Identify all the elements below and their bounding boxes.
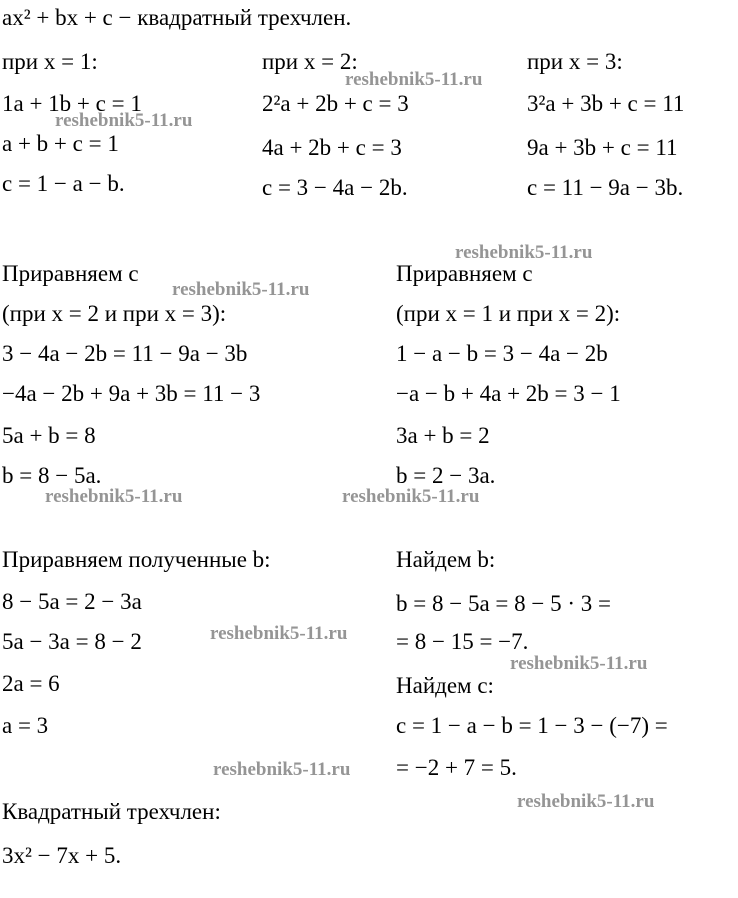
equate-b-values-title: Приравняем полученные b: [2, 547, 271, 572]
watermark: reshebnik5-11.ru [342, 486, 480, 507]
equate-b-values-line-1: 8 − 5a = 2 − 3a [2, 589, 142, 614]
case-x1-heading: при x = 1: [2, 49, 98, 74]
case-x1-line-1: 1a + 1b + c = 1 [2, 91, 142, 116]
equate-a-sub: (при x = 2 и при x = 3): [2, 301, 227, 326]
case-x1-line-2: a + b + c = 1 [2, 131, 119, 156]
equate-a-line-4: b = 8 − 5a. [2, 463, 102, 488]
watermark: reshebnik5-11.ru [510, 653, 648, 674]
equate-b-line-1: 1 − a − b = 3 − 4a − 2b [396, 341, 608, 366]
equate-a-line-1: 3 − 4a − 2b = 11 − 9a − 3b [2, 341, 248, 366]
case-x3-line-1: 3²a + 3b + c = 11 [527, 91, 685, 116]
equate-b-title: Приравняем c [396, 261, 533, 286]
watermark: reshebnik5-11.ru [213, 759, 351, 780]
final-title: Квадратный трехчлен: [2, 799, 221, 824]
find-c-title: Найдем c: [396, 673, 494, 698]
intro-line: ax² + bx + c − квадратный трехчлен. [2, 5, 352, 30]
watermark: reshebnik5-11.ru [455, 242, 593, 263]
watermark: reshebnik5-11.ru [55, 110, 193, 131]
case-x2-heading: при x = 2: [262, 49, 358, 74]
equate-b-values-line-2: 5a − 3a = 8 − 2 [2, 629, 142, 654]
find-c-line-2: = −2 + 7 = 5. [396, 755, 517, 780]
case-x3-line-2: 9a + 3b + c = 11 [527, 135, 678, 160]
equate-b-line-2: −a − b + 4a + 2b = 3 − 1 [396, 381, 621, 406]
case-x2-line-3: c = 3 − 4a − 2b. [262, 175, 408, 200]
case-x2-line-1: 2²a + 2b + c = 3 [262, 91, 409, 116]
case-x3-heading: при x = 3: [527, 49, 623, 74]
equate-b-line-3: 3a + b = 2 [396, 423, 490, 448]
equate-a-line-2: −4a − 2b + 9a + 3b = 11 − 3 [2, 381, 261, 406]
case-x2-line-2: 4a + 2b + c = 3 [262, 135, 402, 160]
watermark: reshebnik5-11.ru [45, 486, 183, 507]
watermark: reshebnik5-11.ru [210, 623, 348, 644]
equate-b-values-line-4: a = 3 [2, 713, 49, 738]
watermark: reshebnik5-11.ru [345, 69, 483, 90]
case-x3-line-3: c = 11 − 9a − 3b. [527, 175, 684, 200]
equate-a-title: Приравняем c [2, 261, 139, 286]
equate-b-sub: (при x = 1 и при x = 2): [396, 301, 621, 326]
final-result: 3x² − 7x + 5. [2, 843, 122, 868]
find-c-line-1: c = 1 − a − b = 1 − 3 − (−7) = [396, 713, 668, 738]
find-b-line-1: b = 8 − 5a = 8 − 5 · 3 = [396, 591, 611, 616]
equate-b-line-4: b = 2 − 3a. [396, 463, 496, 488]
equate-b-values-line-3: 2a = 6 [2, 671, 60, 696]
watermark: reshebnik5-11.ru [517, 791, 655, 812]
equate-a-line-3: 5a + b = 8 [2, 423, 96, 448]
find-b-line-2: = 8 − 15 = −7. [396, 629, 529, 654]
case-x1-line-3: c = 1 − a − b. [2, 171, 125, 196]
find-b-title: Найдем b: [396, 547, 496, 572]
watermark: reshebnik5-11.ru [172, 279, 310, 300]
